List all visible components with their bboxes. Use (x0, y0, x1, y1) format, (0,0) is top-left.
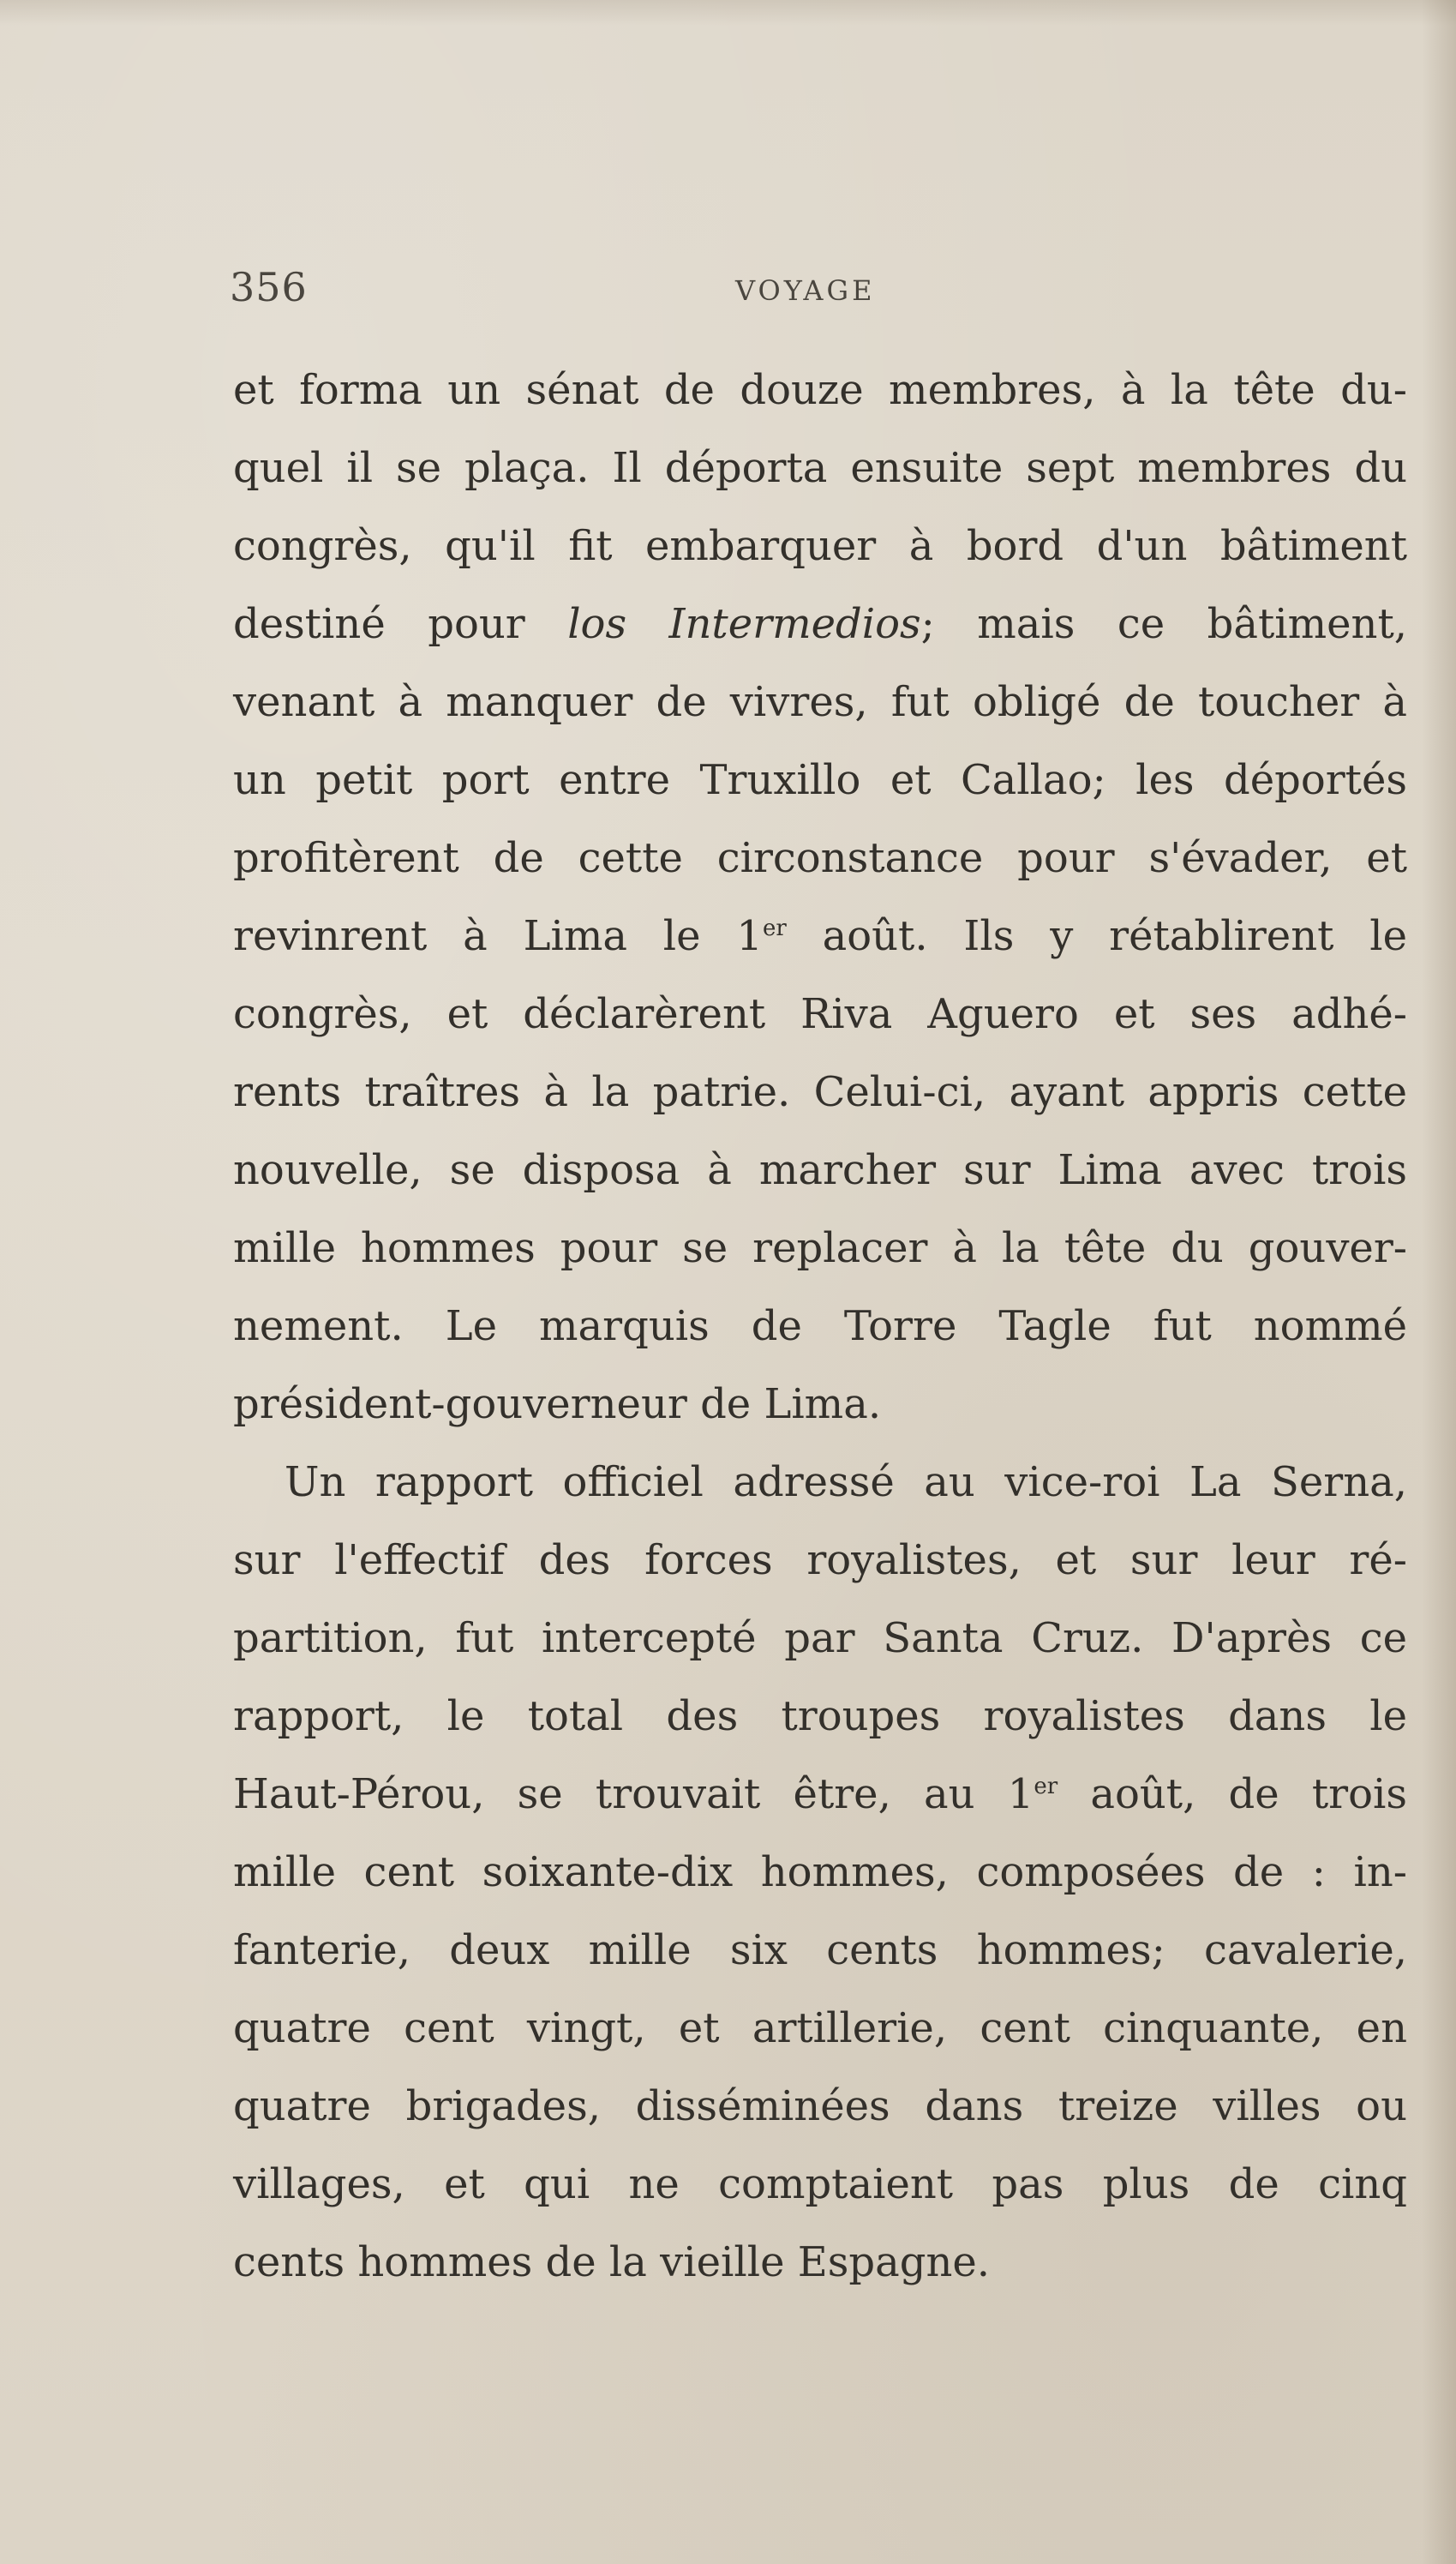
text-line (233, 429, 1407, 507)
line-text: fanterie, deux mille six cents hommes; cavalerie, (233, 1926, 1407, 1974)
text-line (233, 585, 1407, 664)
page-shadow-right (1422, 0, 1456, 2564)
line-text: un petit port entre Truxillo et Callao; les déportés (233, 756, 1407, 804)
line-text: Un rapport officiel adressé au vice-roi La Serna, (285, 1458, 1407, 1506)
text-line (233, 1210, 1407, 1288)
running-head (230, 264, 1405, 315)
line-text: quatre brigades, disséminées dans treize villes ou (233, 2082, 1407, 2130)
line-text: partition, fut intercepté par Santa Cruz. D'après ce (233, 1614, 1407, 1662)
page-shadow-top (0, 0, 1456, 26)
line-text: quatre cent vingt, et artillerie, cent cinquante, en (233, 2004, 1407, 2052)
text-line (233, 1444, 1407, 1522)
text-line (233, 1912, 1407, 1990)
line-text: nouvelle, se disposa à marcher sur Lima avec trois (233, 1146, 1407, 1194)
text-line (233, 1366, 1407, 1444)
line-text: sur l'effectif des forces royalistes, et sur leur ré- (233, 1536, 1407, 1584)
line-text: mille cent soixante-dix hommes, composées de : in- (233, 1848, 1407, 1896)
text-line (233, 1522, 1407, 1600)
line-text: Haut-Pérou, se trouvait être, au 1 (233, 1770, 1034, 1818)
line-text: rents traîtres à la patrie. Celui-ci, ayant appris cette (233, 1068, 1407, 1116)
body-text (233, 351, 1407, 2302)
text-line (233, 898, 1407, 976)
line-text: venant à manquer de vivres, fut obligé de toucher à (233, 678, 1407, 726)
line-text: profitèrent de cette circonstance pour s'évader, et (233, 834, 1407, 882)
line-text: mille hommes pour se replacer à la tête du gouver- (233, 1224, 1407, 1272)
line-text: président-gouverneur de Lima. (233, 1380, 882, 1428)
line-text: rapport, le total des troupes royalistes dans le (233, 1692, 1407, 1740)
text-line (233, 976, 1407, 1054)
line-text: quel il se plaça. Il déporta ensuite sept membres du (233, 444, 1407, 492)
text-line (233, 351, 1407, 429)
text-line (233, 742, 1407, 820)
superscript: er (1034, 1774, 1058, 1799)
italic-text: los Intermedios (567, 600, 921, 648)
line-text: ; mais ce bâtiment, (920, 600, 1408, 648)
line-text: août. Ils y rétablirent le (786, 912, 1408, 960)
text-line (233, 820, 1407, 898)
text-line (233, 1600, 1407, 1678)
line-text: cents hommes de la vieille Espagne. (233, 2238, 991, 2286)
text-line (233, 1132, 1407, 1210)
text-line (233, 1678, 1407, 1756)
text-line (233, 1990, 1407, 2068)
text-line (233, 2146, 1407, 2224)
line-text: et forma un sénat de douze membres, à la tête du- (233, 366, 1407, 414)
line-text: août, de trois (1058, 1770, 1407, 1818)
line-text: congrès, qu'il fit embarquer à bord d'un bâtiment (233, 522, 1407, 570)
line-text: nement. Le marquis de Torre Tagle fut nommé (233, 1302, 1407, 1350)
text-line (233, 1834, 1407, 1912)
superscript: er (762, 916, 787, 941)
line-text: destiné pour (233, 600, 568, 648)
page-number: 356 (230, 264, 308, 310)
line-text: revinrent à Lima le 1 (233, 912, 763, 960)
running-head-title: VOYAGE (735, 274, 876, 307)
text-line (233, 2068, 1407, 2146)
text-line (233, 1288, 1407, 1366)
text-line (233, 664, 1407, 742)
text-line (233, 507, 1407, 585)
line-text: villages, et qui ne comptaient pas plus de cinq (233, 2160, 1407, 2208)
text-line (233, 2224, 1407, 2302)
text-line (233, 1054, 1407, 1132)
text-line (233, 1756, 1407, 1834)
line-text: congrès, et déclarèrent Riva Aguero et ses adhé- (233, 990, 1407, 1038)
